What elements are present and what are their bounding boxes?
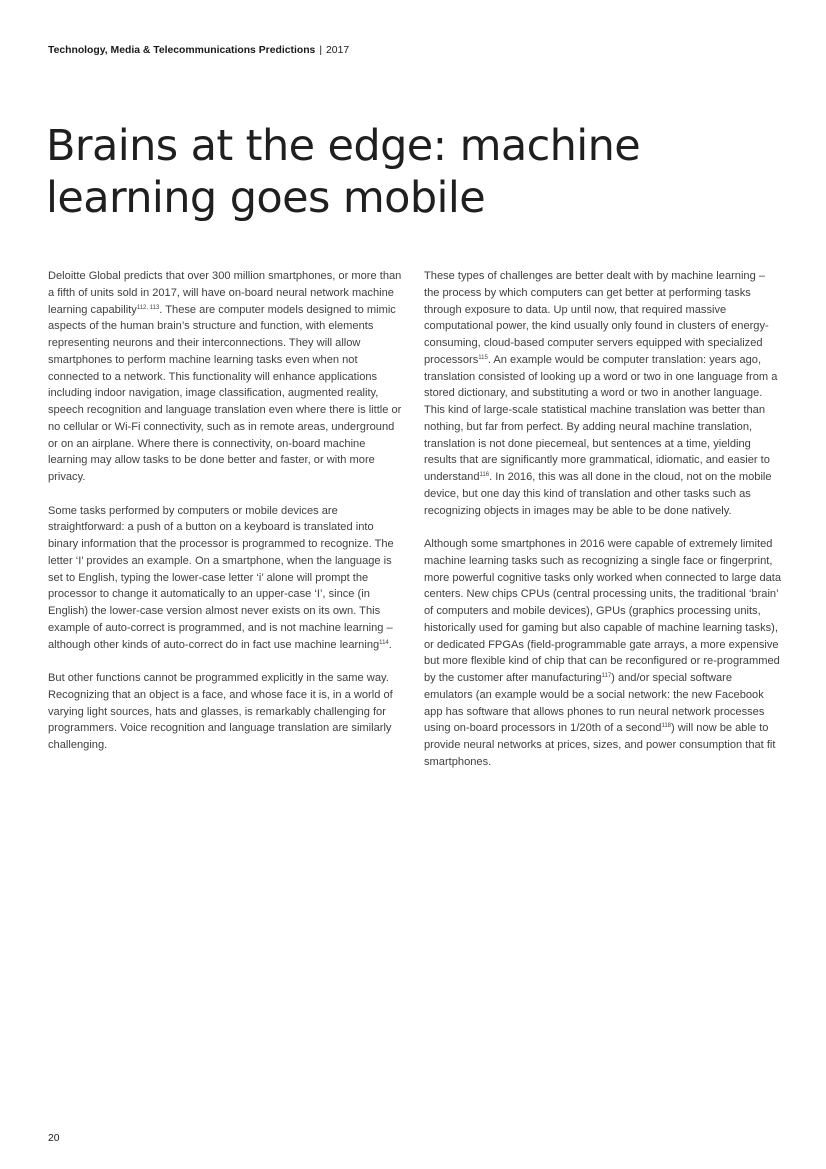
paragraph [48,268,406,486]
footnote-ref: 115 [478,354,488,361]
publication-series-title: Technology, Media & Telecommunications Predictions [48,45,316,56]
footnote-ref: 114 [379,639,389,646]
paragraph [424,268,782,519]
paragraph-text: ) and/or special software emulators (an example would be a social network: the new Facebook app has software that allows phones to run neural network processes using on-board processors in 1/20th of a second [424,672,765,735]
running-header [48,45,349,56]
page-title: Brains at the edge: machine learning goes mobile [46,121,641,223]
paragraph [424,536,782,771]
left-column [48,268,406,771]
paragraph-text: . [388,638,392,651]
paragraph-text: ) will now be able to provide neural networks at prices, sizes, and power consumption that fit smartphones. [424,722,776,768]
paragraph: But other functions cannot be programmed explicitly in the same way. Recognizing that an object is a face, and whose face it is, in a world of varying light sources, hats and glasses, is remarkably challenging for programmers. Voice recognition and language translation are similarly challenging. [48,672,393,751]
footnote-ref: 112, 113 [136,304,160,311]
paragraph-text: . An example would be computer translation: years ago, translation consisted of looking up a word or two in one language from a stored dictionary, and substituting a word or two in another language. This kind of large-scale statistical machine translation was better than nothing, but far from perfect. By adding neural machine translation, translation is not done piecemeal, but sentences at a time, yielding results that are significantly more grammatical, idiomatic, and easier to understand [424,353,778,483]
footnote-ref: 116 [479,472,490,478]
paragraph-text: These types of challenges are better dealt with by machine learning – the process by which computers can get better at performing tasks through exposure to data. Up until now, that required massive computational power, the kind usually only found in clusters of energy-consuming, cloud-based computer servers equipped with specialized processors [424,270,769,366]
paragraph [48,503,406,654]
right-column [424,268,782,787]
footnote-ref: 117 [601,673,612,679]
paragraph-text: . These are computer models designed to mimic aspects of the human brain’s structure and function, with elements representing neurons and their interconnections. They will allow smartphones to perform machine learning tasks even when not connected to a network. This functionality will enhance applications including indoor navigation, image classification, augmented reality, speech recognition and language translation even where there is little or no cellular or Wi-Fi connectivity, such as in remote areas, underground or on an airplane. Where there is connectivity, on-board machine learning may allow tasks to be done better and faster, or with more privacy. [48,303,402,483]
paragraph-text: Some tasks performed by computers or mobile devices are straightforward: a push of a button on a keyboard is translated into binary information that the processor is programmed to recognize. The letter ‘I’ provides an example. On a smartphone, when the language is set to English, typing the lower-case letter ‘i’ alone will prompt the processor to change it automatically to an upper-case ‘I’, since (in English) the lower-case version almost never exists on its own. This example of auto-correct is programmed, and is not machine learning – although other kinds of auto-correct do in fact use machine learning [48,504,394,651]
paragraph-text: Deloitte Global predicts that over 300 million smartphones, or more than a fifth of units sold in 2017, will have on-board neural network machine learning capability [48,270,402,316]
publication-year: 2017 [326,45,350,56]
footnote-ref: 118 [661,723,672,730]
paragraph-text: Although some smartphones in 2016 were capable of extremely limited machine learning tasks such as recognizing a single face or fingerprint, more powerful cognitive tasks only worked when connected to large data centers. New chips CPUs (central processing units, the traditional ‘brain’ of computers and mobile devices), GPUs (graphics processing units, historically used for gaming but also capable of machine learning tasks), or dedicated FPGAs (field-programmable gate arrays, a more expensive but more flexible kind of chip that can be reconfigured or re-programmed by the customer after manufacturing [424,538,782,684]
page-number: 20 [48,1133,60,1144]
paragraph-text: . In 2016, this was all done in the cloud, not on the mobile device, but one day this kind of translation and other tasks such as recognizing objects in images may be able to be done natively. [424,471,772,517]
header-separator: | [319,45,323,56]
